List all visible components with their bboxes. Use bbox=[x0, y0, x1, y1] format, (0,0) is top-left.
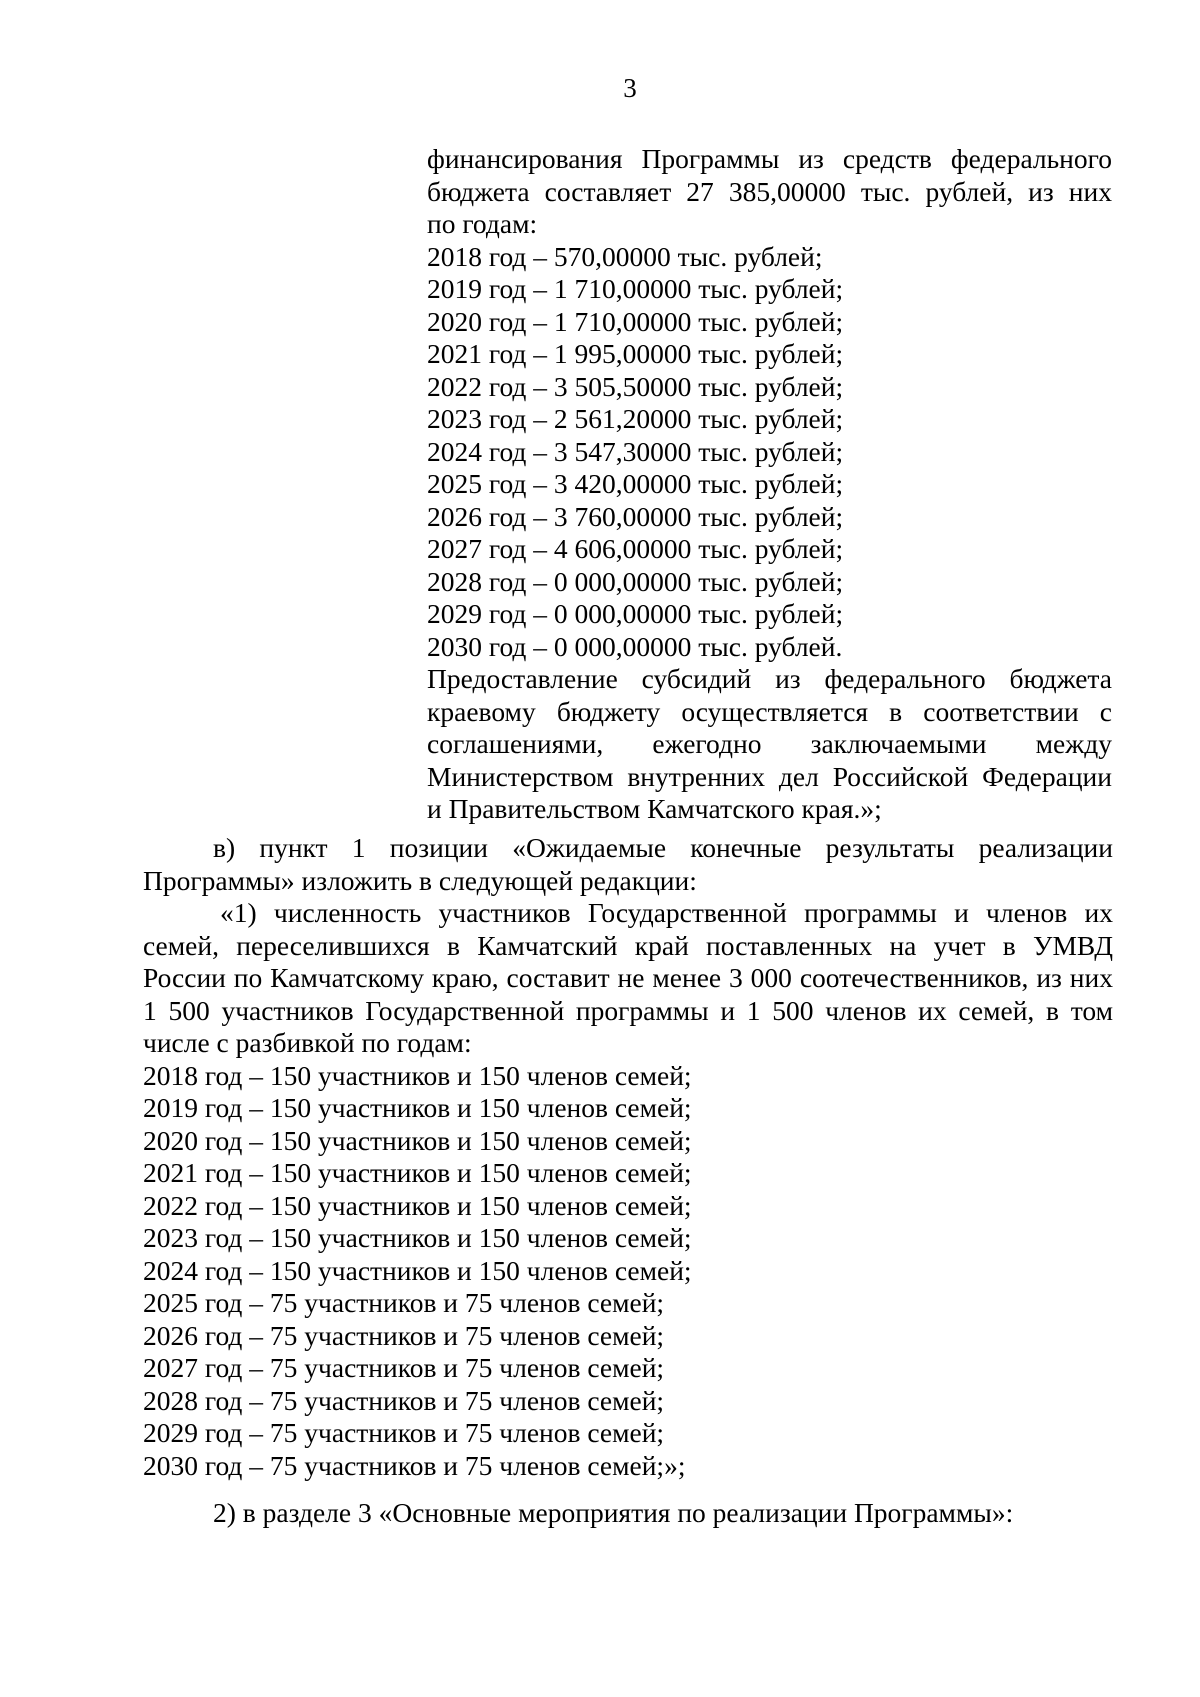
item-2-line: 2) в разделе 3 «Основные мероприятия по реализации Программы»: bbox=[213, 1497, 1014, 1528]
funding-year-2028: 2028 год – 0 000,00000 тыс. рублей; bbox=[427, 565, 844, 597]
item-1-line: «1) численность участников Государственной программы и членов их bbox=[220, 897, 1113, 928]
participants-year-2020: 2020 год – 150 участников и 150 членов семей; bbox=[143, 1124, 692, 1156]
subsidy-line: и Правительством Камчатского края.»; bbox=[427, 793, 882, 824]
funding-year-2026: 2026 год – 3 760,00000 тыс. рублей; bbox=[427, 500, 844, 532]
funding-year-2018: 2018 год – 570,00000 тыс. рублей; bbox=[427, 240, 823, 272]
subsidy-line: Министерством внутренних дел Российской Федерации bbox=[427, 760, 1112, 792]
subsidy-line: краевому бюджету осуществляется в соответствии с bbox=[427, 695, 1112, 727]
text-line: финансирования Программы из средств федерального bbox=[427, 143, 1112, 174]
item-1-line: семей, переселившихся в Камчатский край поставленных на учет в УМВД bbox=[143, 929, 1113, 961]
participants-year-2018: 2018 год – 150 участников и 150 членов семей; bbox=[143, 1059, 692, 1091]
funding-year-2021: 2021 год – 1 995,00000 тыс. рублей; bbox=[427, 338, 844, 369]
participants-year-2019: 2019 год – 150 участников и 150 членов семей; bbox=[143, 1092, 692, 1123]
item-1-line: числе с разбивкой по годам: bbox=[143, 1027, 472, 1058]
participants-year-2024: 2024 год – 150 участников и 150 членов семей; bbox=[143, 1254, 692, 1286]
item-1-line: России по Камчатскому краю, составит не менее 3 000 соотечественников, из них bbox=[143, 962, 1113, 993]
participants-year-2022: 2022 год – 150 участников и 150 членов семей; bbox=[143, 1189, 692, 1221]
funding-year-2019: 2019 год – 1 710,00000 тыс. рублей; bbox=[427, 273, 844, 304]
participants-year-2023: 2023 год – 150 участников и 150 членов семей; bbox=[143, 1222, 692, 1253]
participants-year-2028: 2028 год – 75 участников и 75 членов семей; bbox=[143, 1384, 665, 1416]
funding-year-2022: 2022 год – 3 505,50000 тыс. рублей; bbox=[427, 370, 844, 402]
main-text bbox=[143, 832, 1113, 1482]
item-1-line: 1 500 участников Государственной программы и 1 500 членов их семей, в том bbox=[143, 994, 1113, 1026]
subsidy-line: соглашениями, ежегодно заключаемыми между bbox=[427, 728, 1112, 759]
funding-year-2027: 2027 год – 4 606,00000 тыс. рублей; bbox=[427, 533, 844, 564]
funding-block bbox=[427, 143, 1112, 826]
funding-year-2020: 2020 год – 1 710,00000 тыс. рублей; bbox=[427, 305, 844, 337]
participants-year-2021: 2021 год – 150 участников и 150 членов семей; bbox=[143, 1157, 692, 1188]
item-v-line: Программы» изложить в следующей редакции: bbox=[143, 864, 697, 896]
funding-year-2025: 2025 год – 3 420,00000 тыс. рублей; bbox=[427, 468, 844, 499]
participants-year-2026: 2026 год – 75 участников и 75 членов семей; bbox=[143, 1319, 665, 1351]
participants-year-2025: 2025 год – 75 участников и 75 членов семей; bbox=[143, 1287, 665, 1318]
participants-year-2029: 2029 год – 75 участников и 75 членов семей; bbox=[143, 1417, 665, 1448]
item-v-line: в) пункт 1 позиции «Ожидаемые конечные результаты реализации bbox=[213, 832, 1113, 863]
participants-year-2027: 2027 год – 75 участников и 75 членов семей; bbox=[143, 1352, 665, 1383]
funding-year-2023: 2023 год – 2 561,20000 тыс. рублей; bbox=[427, 403, 844, 434]
funding-year-2030: 2030 год – 0 000,00000 тыс. рублей. bbox=[427, 630, 843, 662]
funding-year-2024: 2024 год – 3 547,30000 тыс. рублей; bbox=[427, 435, 844, 467]
funding-year-2029: 2029 год – 0 000,00000 тыс. рублей; bbox=[427, 598, 844, 629]
text-line: по годам: bbox=[427, 208, 538, 239]
text-line: бюджета составляет 27 385,00000 тыс. рублей, из них bbox=[427, 175, 1112, 207]
subsidy-line: Предоставление субсидий из федерального бюджета bbox=[427, 663, 1112, 694]
participants-year-2030: 2030 год – 75 участников и 75 членов семей;»; bbox=[143, 1449, 686, 1481]
page-number: 3 bbox=[623, 73, 637, 103]
